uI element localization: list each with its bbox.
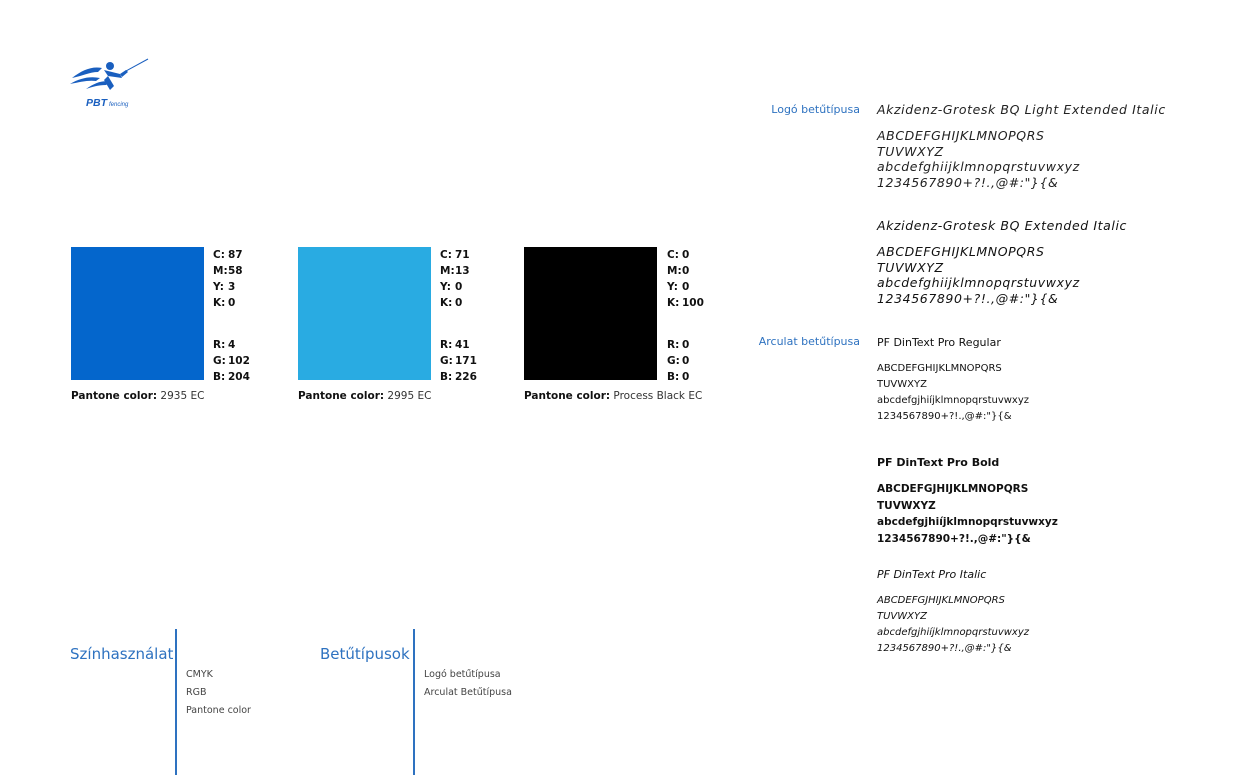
logo-wordmark: PBT — [86, 97, 107, 109]
rgb-row: G: 102 — [213, 355, 250, 367]
cmyk-row: K: 0 — [440, 297, 463, 309]
color-swatch-black — [524, 247, 657, 380]
index-item-rgb: RGB — [186, 687, 207, 698]
cmyk-row: M: 13 — [440, 265, 470, 277]
font-name-akzidenz-extended: Akzidenz-Grotesk BQ Extended Italic — [877, 218, 1128, 233]
color-swatch-blue — [71, 247, 204, 380]
cmyk-row: Y: 3 — [213, 281, 236, 293]
index-list-colors — [186, 666, 251, 720]
cmyk-row: K: 100 — [667, 297, 704, 309]
index-divider-fonts — [413, 629, 415, 775]
logo — [68, 56, 150, 108]
pantone-label-blue: Pantone color: 2935 EC — [71, 390, 205, 402]
color-swatch-light-blue — [298, 247, 431, 380]
index-list-fonts — [424, 666, 512, 702]
font-name-din-regular: PF DinText Pro Regular — [877, 336, 1001, 349]
font-sample-din-regular: ABCDEFGHIJKLMNOPQRS TUVWXYZ abcdefgjhiíjklmnopqrstuvwxyz 1234567890+?!.,@#:"}{& — [877, 363, 1030, 422]
cmyk-row: C: 0 — [667, 249, 690, 261]
color-values-light-blue — [440, 247, 477, 385]
cmyk-row: M: 58 — [213, 265, 243, 277]
color-values-blue — [213, 247, 250, 385]
rgb-row: B: 0 — [667, 371, 690, 383]
cmyk-row: C: 71 — [440, 249, 470, 261]
cmyk-row: C: 87 — [213, 249, 243, 261]
rgb-row: R: 4 — [213, 339, 236, 351]
index-item-identity-font: Arculat Betűtípusa — [424, 687, 512, 698]
rgb-row: G: 171 — [440, 355, 477, 367]
logo-font-label: Logó betűtípusa — [771, 103, 860, 116]
color-values-black — [667, 247, 704, 385]
cmyk-row: Y: 0 — [667, 281, 690, 293]
rgb-row: R: 0 — [667, 339, 690, 351]
index-item-pantone: Pantone color — [186, 705, 251, 716]
font-sample-din-bold: ABCDEFGJHIJKLMNOPQRS TUVWXYZ abcdefgjhiíjklmnopqrstuvwxyz 1234567890+?!.,@#:"}{& — [877, 483, 1058, 545]
logo-subtitle: fencing — [109, 102, 129, 108]
index-divider-colors — [175, 629, 177, 775]
rgb-row: B: 226 — [440, 371, 477, 383]
index-item-logo-font: Logó betűtípusa — [424, 669, 501, 680]
fencer-icon — [68, 56, 150, 96]
font-sample-akzidenz-light: ABCDEFGHIJKLMNOPQRS TUVWXYZ abcdefghiijklmnopqrstuvwxyz 1234567890+?!.,@#:"}{& — [877, 128, 1080, 190]
font-sample-akzidenz-extended: ABCDEFGHIJKLMNOPQRS TUVWXYZ abcdefghiijklmnopqrstuvwxyz 1234567890+?!.,@#:"}{& — [877, 244, 1080, 306]
cmyk-row: M: 0 — [667, 265, 690, 277]
index-title-fonts: Betűtípusok — [320, 645, 410, 663]
pantone-label-light-blue: Pantone color: 2995 EC — [298, 390, 432, 402]
font-sample-din-italic: ABCDEFGJHIJKLMNOPQRS TUVWXYZ abcdefgjhiíjklmnopqrstuvwxyz 1234567890+?!.,@#:"}{& — [877, 595, 1030, 654]
cmyk-row: K: 0 — [213, 297, 236, 309]
font-name-din-italic: PF DinText Pro Italic — [877, 568, 987, 581]
identity-font-label: Arculat betűtípusa — [758, 335, 860, 348]
font-name-akzidenz-light: Akzidenz-Grotesk BQ Light Extended Italic — [877, 102, 1166, 117]
rgb-row: R: 41 — [440, 339, 470, 351]
index-title-colors: Színhasználat — [70, 645, 174, 663]
cmyk-row: Y: 0 — [440, 281, 463, 293]
rgb-row: B: 204 — [213, 371, 250, 383]
pantone-label-black: Pantone color: Process Black EC — [524, 390, 703, 402]
rgb-row: G: 0 — [667, 355, 690, 367]
index-item-cmyk: CMYK — [186, 669, 213, 680]
font-name-din-bold: PF DinText Pro Bold — [877, 456, 1000, 469]
